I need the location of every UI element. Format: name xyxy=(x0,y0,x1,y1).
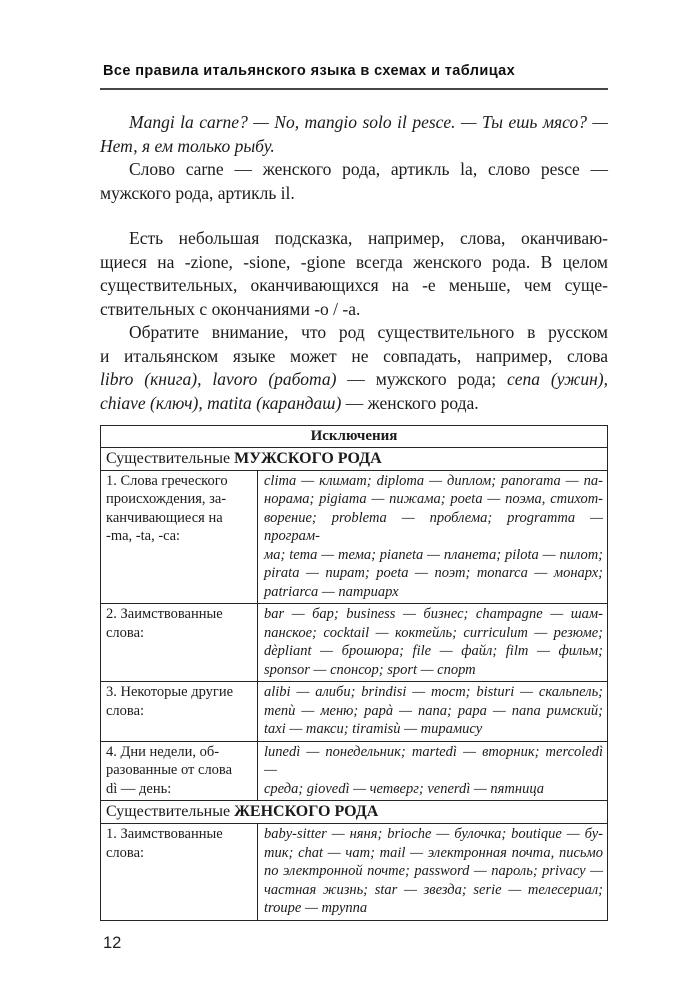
label-line: канчивающиеся на xyxy=(106,509,223,526)
running-header: Все правила итальянского языка в схемах и таблицах xyxy=(103,63,516,79)
table-row xyxy=(101,824,608,921)
examples-line: ма; tema — тема; pianeta — планета; pilota — пилот; xyxy=(264,546,603,563)
examples-line: ворение; problema — проблема; programma — програм- xyxy=(264,509,603,544)
label-line: dì — день: xyxy=(106,780,172,797)
examples-line: тик; chat — чат; mail — электронная почта, письмо xyxy=(264,844,603,861)
paragraph-gender-mismatch xyxy=(100,321,608,415)
label-line: слова: xyxy=(106,844,145,861)
examples-line: patriarca — патриарх xyxy=(264,583,399,600)
label-line: слова: xyxy=(106,624,145,641)
paragraph-line xyxy=(100,345,608,369)
examples-line: sponsor — спонсор; sport — спорт xyxy=(264,661,476,678)
paragraph-hint-zione xyxy=(100,227,608,321)
paragraph-line: мужского рода, артикль il. xyxy=(100,182,295,203)
table-row xyxy=(101,604,608,682)
section-heading-row xyxy=(101,447,608,470)
section-heading-prefix: Существительные xyxy=(106,803,235,820)
page-number: 12 xyxy=(103,933,122,952)
label-line: 2. Заимствованные xyxy=(106,606,223,622)
examples-line: taxi — такси; tiramisù — тирамису xyxy=(264,721,483,737)
paragraph-line: Mangi la carne? — No, mangio solo il pesce. — Ты ешь мясо? — xyxy=(129,112,608,132)
paragraph-line: Нет, я ем только рыбу. xyxy=(100,135,275,156)
italic-run: chiave (ключ), matita (карандаш) xyxy=(100,392,342,413)
examples-line: clima — климат; diploma — диплом; panorama — па- xyxy=(264,472,603,489)
text-run: Обратите внимание, что род существительного в русском xyxy=(129,322,608,342)
examples-line: menù — меню; papà — папа; papa — папа римский; xyxy=(264,702,603,719)
section-heading-gender: ЖЕНСКОГО РОДА xyxy=(234,803,379,820)
row-label xyxy=(101,604,258,682)
italic-run: cena (ужин), xyxy=(507,369,608,389)
label-line: 3. Некоторые другие xyxy=(106,684,234,700)
label-line: 4. Дни недели, об- xyxy=(106,743,220,760)
body-text xyxy=(100,111,608,415)
label-line: слова: xyxy=(106,702,145,719)
paragraph-line xyxy=(100,368,608,392)
row-label xyxy=(101,824,258,921)
paragraph-dialogue-example xyxy=(100,111,608,158)
table-row xyxy=(101,741,608,801)
label-line: 1. Слова греческого xyxy=(106,472,228,489)
section-heading-prefix: Существительные xyxy=(106,449,235,467)
row-label xyxy=(101,682,258,742)
page-content xyxy=(100,0,608,953)
examples-line: dèpliant — брошюра; file — файл; film — фильм; xyxy=(264,643,603,659)
text-run: — женского рода. xyxy=(341,392,479,413)
paragraph-line: Есть небольшая подсказка, например, слова, оканчиваю- xyxy=(129,228,608,248)
exceptions-table xyxy=(100,425,608,921)
label-line: -ma, -ta, -ca: xyxy=(106,528,181,544)
section-heading-gender: МУЖСКОГО РОДА xyxy=(234,449,382,467)
examples-line: частная жизнь; star — звезда; serie — телесериал; xyxy=(264,881,603,898)
examples-line: норама; pigiama — пижама; poeta — поэма, стихот- xyxy=(264,491,603,507)
section-heading xyxy=(101,801,608,824)
examples-line: панское; cocktail — коктейль; curriculum — резюме; xyxy=(264,624,603,641)
header-rule xyxy=(100,88,608,90)
row-examples xyxy=(258,682,608,742)
table-title: Исключения xyxy=(101,426,608,448)
examples-line: baby-sitter — няня; brioche — булочка; boutique — бу- xyxy=(264,826,603,842)
paragraph-line: существительных, оканчивающихся на -е меньше, чем суще- xyxy=(100,275,608,295)
text-run: — мужского рода; xyxy=(336,369,507,389)
paragraph-line: щиеся на -zione, -sione, -gione всегда женского рода. В целом xyxy=(100,251,608,272)
paragraph-line: Слово carne — женского рода, артикль la, слово pesce — xyxy=(129,159,608,179)
examples-line: bar — бар; business — бизнес; champagne — шам- xyxy=(264,606,603,622)
label-line: разованные от слова xyxy=(106,762,233,778)
text-run: и итальянском языке может не совпадать, например, слова xyxy=(100,345,608,366)
examples-line: среда; giovedì — четверг; venerdì — пятница xyxy=(264,780,545,797)
examples-line: troupe — труппа xyxy=(264,900,368,916)
row-label xyxy=(101,470,258,604)
label-line: происхождения, за- xyxy=(106,491,227,507)
row-examples xyxy=(258,470,608,604)
table-title-row xyxy=(101,426,608,448)
row-examples xyxy=(258,741,608,801)
row-label xyxy=(101,741,258,801)
section-heading-row xyxy=(101,801,608,824)
examples-line: pirata — пират; poeta — поэт; monarca — монарх; xyxy=(264,565,603,581)
paragraph-carne-pesce-note xyxy=(100,158,608,205)
table-row xyxy=(101,470,608,604)
examples-line: lunedì — понедельник; martedì — вторник; mercoledì — xyxy=(264,743,603,778)
examples-line: alibi — алиби; brindisi — тост; bisturi — скальпель; xyxy=(264,684,603,700)
label-line: 1. Заимствованные xyxy=(106,826,223,842)
examples-line: по электронной почте; password — пароль; privacy — xyxy=(264,863,603,879)
table-row xyxy=(101,682,608,742)
row-examples xyxy=(258,604,608,682)
section-heading xyxy=(101,447,608,470)
row-examples xyxy=(258,824,608,921)
paragraph-line xyxy=(100,392,608,416)
italic-run: libro (книга), lavoro (работа) xyxy=(100,369,337,389)
paragraph-line xyxy=(100,321,608,345)
paragraph-line: ствительных с окончаниями -о / -а. xyxy=(100,298,361,319)
